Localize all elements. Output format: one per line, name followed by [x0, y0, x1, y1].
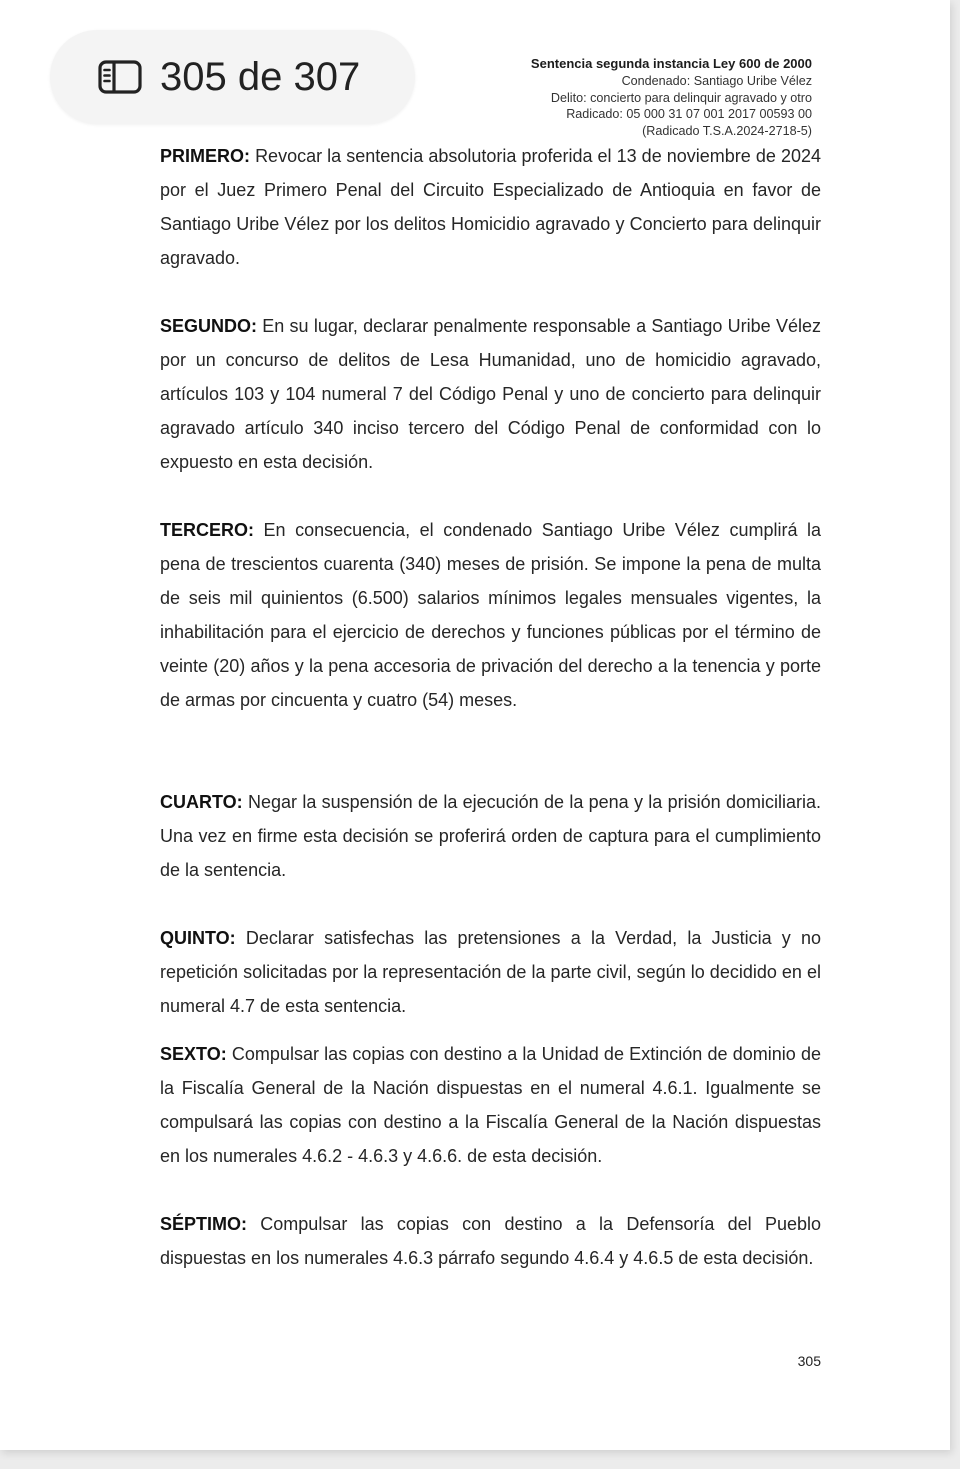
page-indicator-text: 305 de 307 — [160, 55, 361, 99]
resolution-label: QUINTO: — [160, 928, 236, 948]
resolution-sexto — [160, 1037, 821, 1173]
resolution-text: En consecuencia, el condenado Santiago Uribe Vélez cumplirá la pena de trescientos cuarenta (340) meses de prisión. Se impone la pena de multa de seis mil quinientos (6.500) salarios mínimos legales mensuales vigentes, la inhabilitación para el ejercicio de derechos y funciones públicas por el término de veinte (20) años y la pena accesoria de privación del derecho a la tenencia y porte de armas por cincuenta y cuatro (54) meses. — [160, 520, 821, 710]
resolution-label: SEXTO: — [160, 1044, 227, 1064]
page-number: 305 — [797, 1353, 821, 1369]
resolution-primero — [160, 139, 821, 275]
header-radicado: Radicado: 05 000 31 07 001 2017 00593 00 — [566, 107, 812, 122]
header-condenado: Condenado: Santiago Uribe Vélez — [621, 73, 812, 88]
resolution-text: Revocar la sentencia absolutoria proferida el 13 de noviembre de 2024 por el Juez Primero Penal del Circuito Especializado de Antioquia en favor de Santiago Uribe Vélez por los delitos Homicidio agravado y Concierto para delinquir agravado. — [160, 146, 821, 268]
book-pages-icon — [98, 60, 142, 94]
resolution-label: SEGUNDO: — [160, 316, 258, 336]
resolution-label: TERCERO: — [160, 520, 254, 540]
resolution-cuarto — [160, 785, 821, 887]
resolution-tercero — [160, 513, 821, 717]
resolution-text: Negar la suspensión de la ejecución de la pena y la prisión domiciliaria. Una vez en firme esta decisión se proferirá orden de captura para el cumplimiento de la sentencia. — [160, 792, 821, 880]
page-header — [531, 56, 812, 140]
resolution-text: Compulsar las copias con destino a la Defensoría del Pueblo dispuestas en los numerales 4.6.3 párrafo segundo 4.6.4 y 4.6.5 de esta decisión. — [160, 1214, 821, 1268]
header-radicado-tsa: (Radicado T.S.A.2024-2718-5) — [642, 124, 812, 139]
resolution-text: Compulsar las copias con destino a la Unidad de Extinción de dominio de la Fiscalía General de la Nación dispuestas en el numeral 4.6.1. Igualmente se compulsará las copias con destino a la Fiscalía General de la Nación dispuestas en los numerales 4.6.2 - 4.6.3 y 4.6.6. de esta decisión. — [160, 1044, 821, 1166]
page-indicator-pill[interactable] — [50, 30, 415, 124]
resolution-text: En su lugar, declarar penalmente responsable a Santiago Uribe Vélez por un concurso de delitos de Lesa Humanidad, uno de homicidio agravado, artículos 103 y 104 numeral 7 del Código Penal y uno de concierto para delinquir agravado artículo 340 inciso tercero del Código Penal de conformidad con lo expuesto en esta decisión. — [160, 316, 821, 472]
resolution-segundo — [160, 309, 821, 479]
resolution-label: CUARTO: — [160, 792, 243, 812]
resolution-quinto — [160, 921, 821, 1023]
header-title: Sentencia segunda instancia Ley 600 de 2000 — [530, 56, 812, 71]
resolution-text: Declarar satisfechas las pretensiones a la Verdad, la Justicia y no repetición solicitadas por la representación de la parte civil, según lo decidido en el numeral 4.7 de esta sentencia. — [160, 928, 821, 1016]
resolution-septimo — [160, 1207, 821, 1275]
header-delito: Delito: concierto para delinquir agravado y otro — [550, 90, 812, 105]
resolution-label: PRIMERO: — [160, 146, 250, 166]
resolution-label: SÉPTIMO: — [160, 1214, 248, 1234]
